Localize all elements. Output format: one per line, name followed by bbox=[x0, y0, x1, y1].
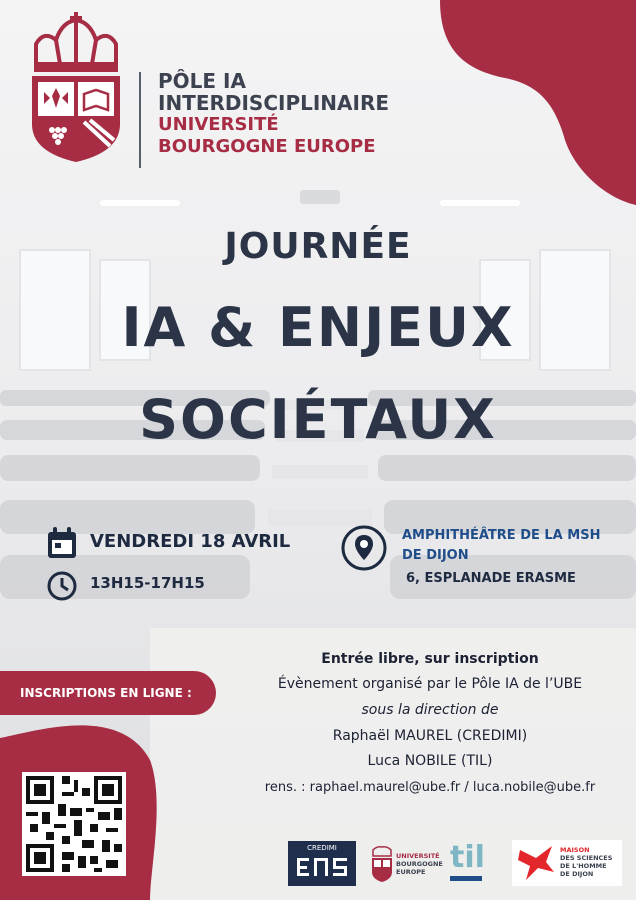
registration-label: INSCRIPTIONS EN LIGNE : bbox=[20, 686, 192, 700]
ube-line-1: UNIVERSITÉ bbox=[396, 852, 440, 860]
clock-icon bbox=[46, 570, 78, 602]
credimi-logo bbox=[288, 841, 356, 886]
msh-line-3: DE L'HOMME bbox=[560, 862, 607, 870]
organized-by: Évènement organisé par le Pôle IA de l’UBE bbox=[277, 676, 583, 692]
org-line-3: UNIVERSITÉ bbox=[158, 114, 279, 135]
org-line-1: PÔLE IA bbox=[158, 69, 246, 93]
event-time: 13H15-17H15 bbox=[90, 574, 205, 592]
msh-line-1: MAISON bbox=[560, 846, 590, 854]
venue-address: 6, ESPLANADE ERASME bbox=[406, 571, 576, 586]
credimi-label: CREDIMI bbox=[307, 844, 337, 852]
calendar-icon bbox=[46, 527, 78, 559]
title-pre: JOURNÉE bbox=[224, 226, 412, 267]
title-line-1: IA & ENJEUX bbox=[121, 296, 515, 359]
ube-partner-logo bbox=[368, 840, 448, 886]
msh-line-2: DES SCIENCES bbox=[560, 854, 613, 862]
ube-crest-small bbox=[370, 844, 394, 882]
contact-info: rens. : raphael.maurel@ube.fr / luca.nobile@ube.fr bbox=[264, 780, 596, 795]
venue-line-2: DE DIJON bbox=[402, 548, 469, 563]
ube-line-3: EUROPE bbox=[396, 868, 426, 876]
registration-banner bbox=[0, 671, 216, 715]
direction-label: sous la direction de bbox=[361, 702, 499, 718]
msh-line-4: DE DIJON bbox=[560, 870, 594, 878]
ube-line-2: BOURGOGNE bbox=[396, 860, 443, 868]
venue-line-1: AMPHITHÉÂTRE DE LA MSH bbox=[402, 528, 601, 543]
university-crest-logo bbox=[26, 12, 126, 162]
organization-name bbox=[158, 70, 389, 158]
event-date: VENDREDI 18 AVRIL bbox=[90, 531, 291, 552]
location-pin-icon bbox=[340, 524, 388, 572]
title-line-2: SOCIÉTAUX bbox=[139, 388, 497, 451]
org-line-4: BOURGOGNE EUROPE bbox=[158, 136, 376, 157]
registration-qr-code[interactable] bbox=[22, 772, 126, 876]
logo-separator bbox=[139, 72, 141, 168]
entry-info: Entrée libre, sur inscription bbox=[321, 651, 539, 667]
msh-dijon-logo bbox=[512, 840, 622, 886]
director-2: Luca NOBILE (TIL) bbox=[367, 753, 493, 769]
msh-mark bbox=[516, 842, 556, 884]
til-label: til bbox=[450, 840, 485, 875]
til-logo bbox=[450, 842, 490, 884]
org-line-2: INTERDISCIPLINAIRE bbox=[158, 91, 390, 115]
director-1: Raphaël MAUREL (CREDIMI) bbox=[332, 728, 528, 744]
credimi-mark bbox=[288, 852, 356, 884]
